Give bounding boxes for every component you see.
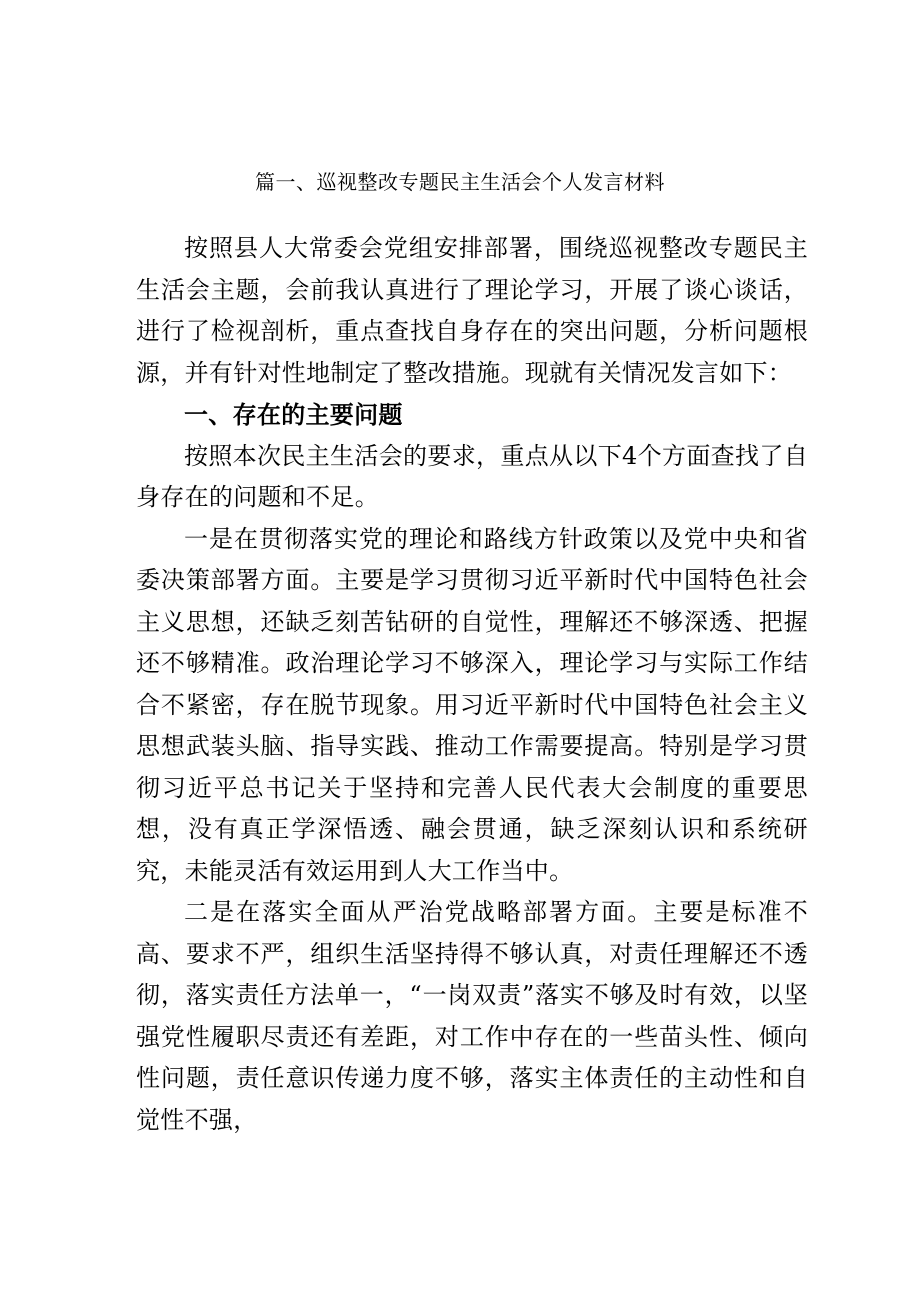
section-paragraph-1: 按照本次民主生活会的要求，重点从以下4个方面查找了自身存在的问题和不足。 [136,441,808,511]
section-paragraph-3: 二是在落实全面从严治党战略部署方面。主要是标准不高、要求不严，组织生活坚持得不够认真，对责任理解还不透彻，落实责任方法单一，“一岗双责”落实不够及时有效，以坚强党性履职尽责还有差距，对工作中存在的一些苗头性、倾向性问题，责任意识传递力度不够，落实主体责任的主动性和自觉性不强， [136,898,808,1134]
intro-paragraph: 按照县人大常委会党组安排部署，围绕巡视整改专题民主生活会主题，会前我认真进行了理论学习，开展了谈心谈话，进行了检视剖析，重点查找自身存在的突出问题，分析问题根源，并有针对性地制定了整改措施。现就有关情况发言如下： [136,234,808,387]
section-paragraph-2: 一是在贯彻落实党的理论和路线方针政策以及党中央和省委决策部署方面。主要是学习贯彻习近平新时代中国特色社会主义思想，还缺乏刻苦钻研的自觉性，理解还不够深透、把握还不够精准。政治理论学习不够深入，理论学习与实际工作结合不紧密，存在脱节现象。用习近平新时代中国特色社会主义思想武装头脑、指导实践、推动工作需要提高。特别是学习贯彻习近平总书记关于坚持和完善人民代表大会制度的重要思想，没有真正学深悟透、融会贯通，缺乏深刻认识和系统研究，未能灵活有效运用到人大工作当中。 [136,524,808,885]
document-body [136,228,808,1141]
document-title: 篇一、巡视整改专题民主生活会个人发言材料 [255,170,665,194]
section-heading: 一、存在的主要问题 [184,400,403,429]
